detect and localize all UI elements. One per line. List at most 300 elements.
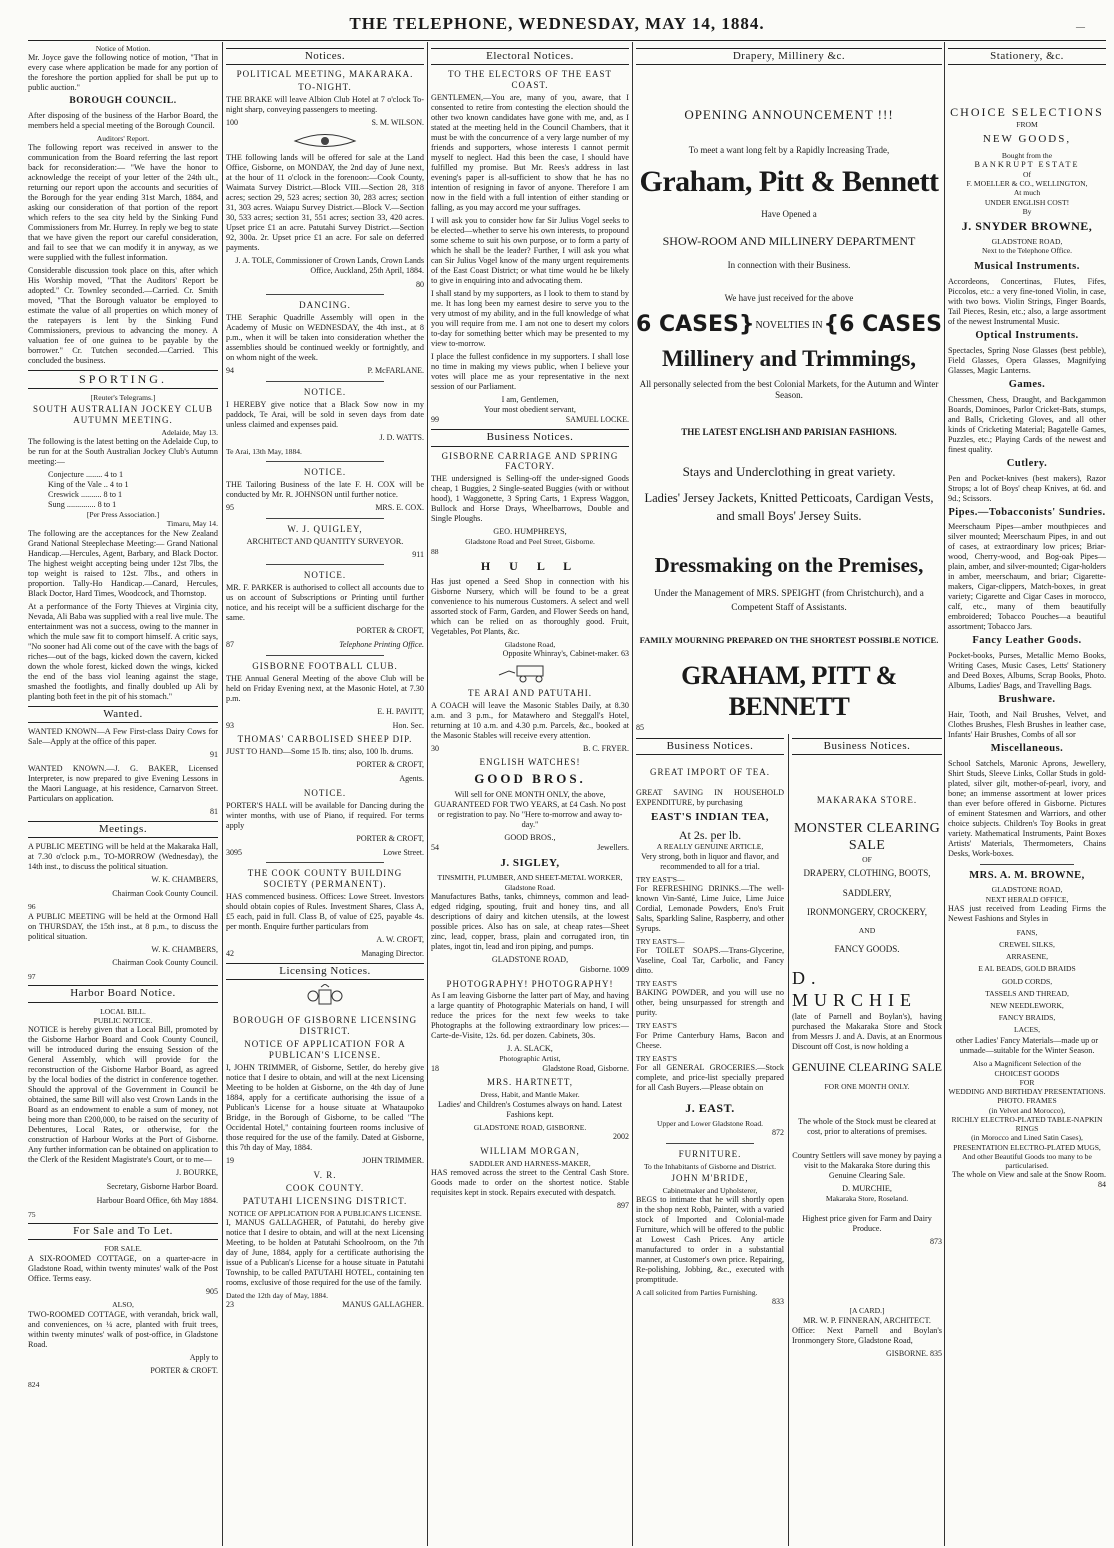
column-2 [226, 44, 424, 1546]
thieves-text: At a performance of the Forty Thieves at Virginia city, Nevada, Ali Baba was supplied with a real live mule. The entertainment was not a success, owing to the manner in which the mule saw fit to comport himself. A critic says, "No sooner had Ali come out of the cave with the bags of riches—out of the bags, kicked down the cavern, kicked down the whole forest, kicked down the wings, kicked the end of the bass viol leaning against the stage, smashed the footlights, and finally doubled up Ali by planting both feet in the pit of his stomach." [28, 601, 218, 701]
browne-item: FANS, [1016, 927, 1038, 937]
dancing-heading: DANCING. [299, 300, 351, 311]
licensing-signature [226, 1156, 424, 1166]
tea-text: GREAT SAVING IN HOUSEHOLD EXPENDITURE, by purchasing [636, 788, 784, 808]
signature: SAMUEL LOCKE. [565, 415, 629, 425]
under-text: UNDER ENGLISH COST! [984, 197, 1070, 207]
cutlery-text: Pen and Pocket-knives (best makers), Razor Strops; a lot of Boys' cheap Knives, at 6d. and 9d.; Scissors. [948, 473, 1106, 503]
motion-text: Mr. Joyce gave the following notice of motion, "That in every case where application be made for any portion of the foreshore the portion applied for shall be put up to public auction." [28, 53, 218, 93]
electoral-text: I place the fullest confidence in my supporters. I shall lose no time in making my views public, when I believe your votes will place me as your representative in the next session of our Parliament. [431, 352, 629, 392]
browne-item: GOLD CORDS, [1001, 976, 1053, 986]
sale-text: A SIX-ROOMED COTTAGE, on a quarter-acre in Gladstone Road, within twenty minutes' walk of the Post Office. Terms easy. [28, 1253, 218, 1283]
building-heading: THE COOK COUNTY BUILDING SOCIETY (PERMANENT). [247, 868, 403, 890]
hartnett-text: Ladies' and Children's Costumes always on hand. Latest Fashions kept. [438, 1099, 622, 1119]
tearai-signature [431, 744, 629, 754]
from-text: FROM [1016, 120, 1038, 130]
patutahi-heading: PATUTAHI LICENSING DISTRICT. [242, 1195, 408, 1206]
licensing-notice: NOTICE OF APPLICATION FOR A PUBLICAN'S LICENSE. [244, 1039, 406, 1061]
signature: MANUS GALLAGHER. [342, 1300, 424, 1310]
signature: Telephone Printing Office. [339, 640, 424, 650]
sale-also: ALSO, [112, 1300, 134, 1310]
pipes-heading: Pipes.—Tobacconists' Sundries. [948, 506, 1106, 518]
browne-electro2: (in Morocco and Lined Satin Cases), [971, 1133, 1083, 1143]
ad-number: 81 [210, 806, 218, 816]
ad-number: 95 [226, 503, 234, 512]
dancing-signature [226, 366, 424, 376]
tearai-heading: TE ARAI AND PATUTAHI. [468, 687, 592, 698]
try-text: For all GENERAL GROCERIES.—Stock complete, and price-list specially prepared for all Cash Buyers.—Please obtain on [636, 1062, 784, 1092]
goodbros-text: Will sell for ONE MONTH ONLY, the above, GUARANTEED FOR TWO YEARS, at £4 Cash. No post or registration to pay. No "Here to-morrow and away to-day." [434, 790, 626, 830]
column-divider [944, 42, 945, 1546]
column-divider [788, 734, 789, 1546]
signature: Jewellers. [597, 843, 629, 853]
firm-name: Graham, Pitt & Bennett [639, 165, 939, 199]
browne-item: FANCY BRAIDS, [998, 1012, 1056, 1022]
ad-number: 19 [226, 1156, 234, 1166]
spacer [436, 44, 437, 45]
murchie-text: (late of Parnell and Boylan's), having purchased the Makaraka Store and Stock from Messrs J. and A. Davis, at an Enormous Discount off Cost, is now holding a [792, 1011, 942, 1051]
ad-number: 833 [772, 1297, 784, 1307]
meeting-signature: Chairman Cook County Council. [112, 958, 218, 968]
jackets-text: Ladies' Jersey Jackets, Knitted Petticoats, Cardigan Vests, and small Boys' Jersey Suits. [644, 491, 934, 523]
bought-text: Bought from the [1001, 150, 1053, 160]
opened-text: Have Opened a [761, 208, 817, 219]
betting-item: Creswick .......... 8 to 1 [48, 490, 123, 500]
try-heading: TRY EAST'S [636, 979, 677, 989]
notice-text: MR. F. PARKER is authorised to collect all accounts due to us on account of Subscriptions or Printing until further notice, and his receipt will be a sufficient discharge for the same. [226, 583, 424, 623]
signature: P. McFARLANE. [367, 366, 424, 376]
try-heading: TRY EAST'S [636, 1053, 677, 1063]
wanted-ad: WANTED KNOWN.—J. G. BAKER, Licensed Interpreter, is now prepared to give Evening Lessons in the Maori Language, at his residence, Carnarvon Street. Particulars on application. [28, 763, 218, 803]
east-address: Upper and Lower Gladstone Road. [656, 1118, 764, 1128]
borough-text: Considerable discussion took place on this, after which His Worship moved, "That the Auditors' Report be adopted." Cr. Townley seconded.—Carried. Cr. Smith moved, "That the Borough valuator be employed to estimate the value of all properties on which money of the ratepayers is lent by the Sinking Fund Commissioners, previous to advancing the money. A valuation fee of one guinea to be payable by the borrower." Cr. Tutchen seconded.—Carried. This concluded the business. [28, 266, 218, 366]
page-mark: — [1076, 22, 1086, 32]
browne-view [948, 1170, 1106, 1190]
mbride-text: BEGS to intimate that he will shortly open in the shop next Robb, Painter, with a varied stock of Imported and Colonial-made Furniture, which will be offered to the public at Lowest Cash Prices. Any article manufactured to order in a substantial manner, at Customer's own price. Repairing, Re-polishing, Jobbing, &c., executed with promptitude. [636, 1194, 784, 1284]
divider [266, 461, 385, 462]
signature: JOHN TRIMMER. [362, 1156, 424, 1166]
millinery-heading: Millinery and Trimmings, [661, 346, 917, 372]
column-3 [431, 44, 629, 1546]
ad-number: 85 [636, 723, 644, 733]
notice-heading: NOTICE. [303, 387, 347, 398]
tearai-text: A COACH will leave the Masonic Stables Daily, at 8.30 a.m. and 3 p.m., for Matawhero and Steggall's Hotel, returning at 10 a.m. and 4.30 p.m. Parcels, &c., booked at the Masonic Stables will receive every attention. [431, 700, 629, 740]
stays-text: Stays and Underclothing in great variety. [682, 464, 896, 480]
auditors-heading: Auditors' Report. [96, 133, 150, 143]
sheep-heading: THOMAS' CARBOLISED SHEEP DIP. [237, 734, 413, 745]
sigley-subheading: TINSMITH, PLUMBER, AND SHEET-METAL WORKER, [437, 873, 623, 883]
games-text: Chessmen, Chess, Draught, and Backgammon Boards, Dominoes, Parlor Cricket-Bats, stumps, and Balls, Cricketing Gloves, and all other kinds of Cricketing Material; Bagatelle Games, Puzzles, etc.; Playing Cards of the newest and finest quality. [948, 394, 1106, 454]
brush-heading: Brushware. [998, 694, 1056, 706]
borough-text: After disposing of the business of the Harbor Board, the members held a special meeting of the Borough Council. [28, 110, 218, 130]
ad-number: 873 [930, 1236, 942, 1246]
signature: Gladstone Road, Gisborne. [542, 1063, 629, 1073]
electoral-text: I will ask you to consider how far Sir Julius Vogel seeks to be elected—whether to serve his own interests, to propound some scheme to suit his own purpose, or to form a party of which he shall be the leader? Further, I will ask you what can Sir Julius Vogel know of the many urgent requirements of the East Coast District; or what time would he be likely to give in enquiring into and advocating them. [431, 216, 629, 286]
furniture-subheading: To the Inhabitants of Gisborne and District. [643, 1161, 777, 1171]
business-heading: Business Notices. [636, 738, 784, 755]
morgan-text: HAS removed across the street to the Central Cash Store. Goods made to order on the shortest notice. Stable requisites kept in stock. Repairs executed with despatch. [431, 1167, 629, 1197]
notice-signature: PORTER & CROFT, [356, 626, 424, 636]
signature: Hon. Sec. [392, 720, 424, 730]
ad-number: 872 [772, 1127, 784, 1137]
masthead-rule [28, 40, 1106, 41]
choice-heading: CHOICE SELECTIONS [950, 105, 1104, 120]
browne-mugs: PRESENTATION ELECTRO-PLATED MUGS, [953, 1142, 1101, 1152]
signature: Gisborne. [579, 964, 611, 974]
musical-text: Accordeons, Concertinas, Flutes, Fifes, Piccolos, etc.: a very fine-toned Violin, in case, with two bows. Violin Strings, Finger Boards, Tail Pieces, Resin, etc.; also, a large assortment of the newest Instrumental Music. [948, 277, 1106, 327]
leather-text: Pocket-books, Purses, Metallic Memo Books, Writing Cases, Music Cases, Letts' Stationery and Deed Boxes, Albums, Scrap Books, Photo. Albums, Ladies' Bags, and Travelling Bags. [948, 651, 1106, 691]
meeting-signature: Chairman Cook County Council. [112, 888, 218, 898]
photo-text: As I am leaving Gisborne the latter part of May, and having a large quantity of Photographic Materials on hand, I will reduce the prices for the next few weeks to take Photographs at the following extraordinary low prices:— Carte-de-Visite, 12s. 6d. per dozen. Cabinets, 30s. [431, 991, 629, 1041]
one-month: FOR ONE MONTH ONLY. [824, 1082, 910, 1092]
harbor-text: NOTICE is hereby given that a Local Bill, promoted by the Gisborne Harbor Board and Cook County Council, will be introduced during the ensuing Session of the General Assembly, which will provide for the reconstruction of the Gisborne Harbor Board, as agreed by the local bodies of the district in conference together. Should the approval of the Government in Council be obtained, the same Bill will also vest Crown Lands in the Board as an endowment to enable a sum of money, not being more than £200,000, to be raised on the security of Debentures, Local Rates, or otherwise, for the construction of Harbour Works at the Port of Gisborne. Any further information can be obtained on application to the Clerk of the Resident Magistrate's Court, or to me— [28, 1025, 218, 1165]
browne-electro: RICHLY ELECTRO-PLATED TABLE-NAPKIN RINGS [951, 1114, 1103, 1133]
dressmaking-heading: Dressmaking on the Premises, [654, 553, 924, 577]
ad-number: 18 [431, 1063, 439, 1073]
browne-item: TASSELS AND THREAD, [985, 988, 1069, 998]
finneran-town [792, 1349, 942, 1359]
ad-number: 88 [431, 546, 439, 556]
ad-number: 80 [416, 279, 424, 289]
licensing-heading: Licensing Notices. [226, 963, 424, 980]
football-signature [226, 721, 424, 731]
monster-sale: MONSTER CLEARING SALE [794, 821, 940, 854]
try-text: For Prime Canterbury Hams, Bacon and Cheese. [636, 1030, 784, 1050]
signature: Opposite Whinray's, Cabinet-maker. [502, 648, 619, 658]
ad-number: 835 [930, 1348, 942, 1358]
sporting-heading: SPORTING. [28, 370, 218, 389]
signature: Lowe Street. [383, 847, 424, 857]
harbor-signature: Secretary, Gisborne Harbor Board. [106, 1182, 218, 1192]
signature: The whole on View and sale at the Snow Room. [951, 1170, 1106, 1180]
browne-text: HAS just received from Leading Firms the Newest Fashions and Styles in [948, 903, 1106, 923]
fashions-text: THE LATEST ENGLISH AND PARISIAN FASHIONS. [681, 427, 897, 438]
column-5b [792, 734, 942, 1546]
sale-text: TWO-ROOMED COTTAGE, with verandah, brick wall, and conveniences, on ¼ acre, planted with fruit trees, within twenty minutes' walk of post-office, in Gladstone Road. [28, 1309, 218, 1349]
cases-right: {6 CASES [823, 312, 942, 338]
notice-text: I HEREBY give notice that a Black Sow now in my paddock, Te Arai, will be sold in seven days from date unless claimed and expenses paid. [226, 400, 424, 430]
hartnett-signature: GLADSTONE ROAD, GISBORNE. [473, 1122, 587, 1132]
timaru-dateline: Timaru, May 14. [166, 519, 218, 529]
divider [266, 294, 385, 295]
browne-item: CREWEL SILKS, [999, 940, 1055, 950]
political-heading: POLITICAL MEETING, MAKARAKA. [236, 69, 414, 80]
browne-heading: MRS. A. M. BROWNE, [969, 869, 1085, 881]
business-heading: Business Notices. [792, 738, 942, 755]
tea-title: EAST'S INDIAN TEA, [651, 811, 769, 824]
harbor-signature: Harbour Board Office, 6th May 1884. [96, 1195, 218, 1205]
hartnett-heading: MRS. HARTNETT, [486, 1077, 574, 1088]
political-subheading: TO-NIGHT. [298, 82, 352, 93]
harbor-heading: Harbor Board Notice. [28, 985, 218, 1002]
jockey-text: The following is the latest betting on the Adelaide Cup, to be run for at the South Australian Jockey Club's Autumn meeting:— [28, 437, 218, 467]
electors-heading: TO THE ELECTORS OF THE EAST COAST. [447, 69, 613, 91]
ad-number: 911 [412, 549, 424, 559]
licensing-text: I, JOHN TRIMMER, of Gisborne, Settler, do hereby give notice that I desire to obtain, and will at the next Licensing Meeting to be holden at Gisborne, on the 4th day of June 1884, apply for a certificate authorising the issue of a Publican's License for a house situate at Whataupoko Bridge, in the Borough of Gisborne, to be called "The Occidental Hotel," containing fourteen rooms inclusive of those required for the use of the family. Dated at Gisborne, this 7th day of May, 1884. [226, 1063, 424, 1153]
quigley-text: ARCHITECT AND QUANTITY SURVEYOR. [246, 536, 404, 546]
ad-number: 897 [617, 1200, 629, 1210]
divider [980, 864, 1075, 865]
ad-number: 99 [431, 415, 439, 425]
selected-text: All personally selected from the best Colonial Markets, for the Autumn and Winter Season. [639, 379, 939, 401]
goods-item: IRONMONGERY, CROCKERY, [807, 907, 927, 918]
hull-signature [431, 649, 629, 659]
browne-items [948, 927, 1106, 1036]
settlers-text: Country Settlers will save money by paying a visit to the Makaraka Store during this Genuine Clearing Sale. [792, 1151, 942, 1181]
browne-beautiful: And other Beautiful Goods too many to be particularised. [962, 1151, 1092, 1170]
electoral-closing: Your most obedient servant, [484, 405, 576, 415]
cases-left: 6 CASES} [636, 312, 755, 338]
want-text: To meet a want long felt by a Rapidly Increasing Trade, [688, 145, 890, 156]
tea-price: At 2s. per lb. [678, 827, 742, 842]
try-text: For TOILET SOAPS.—Trans-Glycerine, Vaseline, Coal Tar, Carbolic, and Fancy ditto. [636, 946, 784, 976]
signature: MRS. E. COX. [375, 503, 424, 512]
ad-number: 42 [226, 949, 234, 959]
coat-of-arms-icon [226, 984, 424, 1013]
column-1 [28, 44, 218, 1546]
goods-item: DRAPERY, CLOTHING, BOOTS, [803, 867, 931, 878]
ad-number: 1009 [613, 964, 629, 974]
ad-number: 63 [621, 648, 629, 658]
patutahi-text: I, MANUS GALLAGHER, of Patutahi, do hereby give notice that I desire to obtain, and will at the next Licensing Meeting, to be holden at Patutahi Schoolroom, on the 7th day of June, 1884, apply for a certificate authorising the issue of a Publican's License for a house situate in Patutahi Township, to be called PATUTAHI HOTEL, containing ten rooms, exclusive of those required for the use of the family. [226, 1217, 424, 1287]
notice-signature: J. D. WATTS. [379, 433, 424, 443]
ad-number: 97 [28, 972, 36, 982]
meeting-signature: W. K. CHAMBERS, [151, 874, 218, 884]
notice-signature [226, 848, 424, 858]
sheep-signature: Agents. [399, 774, 424, 784]
mbride-heading: JOHN M'BRIDE, [671, 1172, 749, 1183]
of-text: OF [862, 854, 872, 864]
try-heading: TRY EAST'S [636, 1021, 677, 1031]
column-5a [636, 734, 784, 1546]
snyder-address: GLADSTONE ROAD, [991, 236, 1063, 246]
ad-number: 30 [431, 743, 439, 753]
wanted-heading: Wanted. [28, 706, 218, 723]
opening-announcement: OPENING ANNOUNCEMENT !!! [684, 107, 894, 123]
meeting-signature: W. K. CHAMBERS, [151, 944, 218, 954]
bankrupt-text: BANKRUPT ESTATE [974, 159, 1080, 169]
sigley-signature: GLADSTONE ROAD, [491, 954, 569, 964]
ad-number: 905 [206, 1286, 218, 1296]
try-heading: TRY EAST'S— [636, 936, 685, 946]
timaru-text: The following are the acceptances for the New Zealand Grand National Steeplechase Meeting:— Grand National Handicap.—Hercules, Agent, Barbary, and Black Doctor. The highest weight accepting being under 12st 7lbs, the top weight is raised to 12st. 7lbs., and others in proportion. Tally-Ho Handicap.—Canard, Hercules, Black Doctor, Hard Times, Woodcock, and Thornstop. [28, 528, 218, 598]
tea-heading: GREAT IMPORT OF TEA. [650, 767, 770, 778]
new-goods: NEW GOODS, [982, 133, 1072, 146]
notice-heading: NOTICE. [303, 570, 347, 581]
sale-heading: For Sale and To Let. [28, 1223, 218, 1240]
column-divider [427, 42, 428, 1546]
wanted-ad: WANTED KNOWN—A Few First-class Dairy Cows for Sale—Apply at the office of this paper. [28, 727, 218, 747]
misc-text: School Satchels, Maronic Aprons, Jewellery, Shirt Studs, Sleeve Links, Collar Studs in gold-plated, silver gilt, mother-of-pearl, ivory, and bone; an immense assortment at lower prices than ever before offered in Gisborne. Pictures of eminent Statesmen and Warriors, and other choice subjects. Children's Toy Books in great variety. Mathematical Instruments, Paint Boxes Artists' Materials, Thermometers, Chains Desks, Work-boxes. [948, 758, 1106, 858]
hull-heading: H U L L [480, 558, 580, 573]
football-heading: GISBORNE FOOTBALL CLUB. [252, 660, 398, 671]
notice-text: THE Tailoring Business of the late F. H. COX will be conducted by Mr. R. JOHNSON until further notice. [226, 480, 424, 499]
much-text: At much [1013, 188, 1041, 198]
football-signature: E. H. PAVITT, [377, 706, 424, 716]
murchie-heading: D. MURCHIE [792, 967, 918, 1010]
notice-heading: NOTICE. [303, 467, 347, 478]
east-signature: J. EAST. [685, 1100, 735, 1115]
ad-number: 824 [28, 1380, 40, 1390]
hull-signature: Gladstone Road, [504, 639, 556, 649]
graham-ad [636, 44, 942, 734]
notice-text: PORTER'S HALL will be available for Dancing during the winter months, with use of Piano, if required. For terms apply [226, 800, 424, 830]
morgan-subheading: SADDLER AND HARNESS-MAKER, [469, 1158, 591, 1168]
murchie-signature: Makaraka Store, Roseland. [825, 1194, 909, 1204]
showroom-text: SHOW-ROOM AND MILLINERY DEPARTMENT [662, 233, 916, 248]
watches-heading: ENGLISH WATCHES! [479, 757, 581, 768]
hartnett-subheading: Dress, Habit, and Mantle Maker. [480, 1090, 580, 1100]
ad-number: 84 [1098, 1180, 1106, 1189]
brush-text: Hair, Tooth, and Nail Brushes, Velvet, and Clothes Brushes, Flesh Brushes in leather case, Infants' Hair Brushes, Combs of all sor [948, 709, 1106, 739]
political-signature [226, 118, 424, 128]
of-text: Of [1022, 169, 1031, 179]
by-text: By [1022, 206, 1032, 216]
signature: S. M. WILSON. [371, 118, 424, 128]
photo-signature: Photographic Artist, [499, 1054, 561, 1064]
browne-choicest: CHOICEST GOODS [994, 1068, 1060, 1078]
motion-heading: Notice of Motion. [95, 44, 151, 53]
harbor-subheading: LOCAL BILL. [100, 1006, 146, 1016]
signature: Managing Director. [361, 949, 424, 959]
cases-row [636, 312, 942, 339]
leather-heading: Fancy Leather Goods. [972, 635, 1082, 647]
browne-also: Also a Magnificent Selection of the [972, 1059, 1082, 1069]
electoral-text: I shall stand by my supporters, as I look to them to stand by me. It has long been my earnest desire to serve you to the very utmost of my ability, and in the full knowledge of what you will require from me. I am not one to desert my colors to-day for something better which may be presented to my view to-morrow. [431, 289, 629, 349]
mbride-call: A call solicited from Parties Furnishing. [636, 1287, 758, 1297]
sigley-signature [431, 965, 629, 975]
divider [266, 655, 385, 656]
betting-list [48, 470, 218, 510]
photo-signature: J. A. SLACK, [507, 1044, 553, 1054]
carriage-signature: GEO. HUMPHREYS, [493, 527, 567, 537]
notice-signature [226, 640, 424, 650]
carriage-signature: Gladstone Road and Peel Street, Gisborne. [465, 537, 595, 547]
goodbros-signature [431, 843, 629, 853]
stationery-heading: Stationery, &c. [948, 48, 1106, 65]
connection-text: In connection with their Business. [727, 260, 851, 271]
reuter-credit: [Reuter's Telegrams.] [90, 392, 156, 402]
masthead [0, 14, 1114, 34]
dancing-text: THE Seraphic Quadrille Assembly will open in the Academy of Music on WEDNESDAY, the 4th inst., at 8 p.m., when it will be taken into consideration whether the assemblies should be continued weekly or fortnightly, and on whom night of the week. [226, 313, 424, 363]
political-text: THE BRAKE will leave Albion Club Hotel at 7 o'clock To-night sharp, conveying passengers to meeting. [226, 95, 424, 115]
goods-item: FANCY GOODS. [834, 943, 900, 954]
browne-address: GLADSTONE ROAD, [991, 885, 1063, 895]
browne-for: FOR [1019, 1077, 1035, 1087]
jockey-heading: SOUTH AUSTRALIAN JOCKEY CLUB AUTUMN MEETING. [33, 403, 213, 425]
electoral-closing: I am, Gentlemen, [501, 395, 559, 405]
cook-county: COOK COUNTY. [285, 1182, 365, 1193]
morgan-heading: WILLIAM MORGAN, [480, 1145, 580, 1156]
borough-heading: BOROUGH COUNCIL. [69, 96, 177, 107]
tea-desc: Very strong, both in liquor and flavor, and recommended to all for a trial. [641, 851, 779, 871]
browne-frames2: (in Velvet and Morocco), [988, 1105, 1066, 1115]
received-text: We have just received for the above [724, 293, 854, 304]
store-name: MAKARAKA STORE. [816, 795, 918, 806]
masthead-title: THE TELEPHONE, WEDNESDAY, MAY 14, 1884. [349, 14, 765, 33]
electoral-signature [431, 415, 629, 425]
management-text: Under the Management of MRS. SPEIGHT (from Christchurch), and a Competent Staff of Assistants. [654, 588, 924, 613]
football-text: THE Annual General Meeting of the above Club will be held on Friday Evening next, at the Masonic Hotel, at 7.30 p.m. [226, 673, 424, 703]
browne-item: ARRASENE, [1006, 952, 1048, 962]
patutahi-date: Dated the 12th day of May, 1884. [226, 1290, 328, 1300]
card-label: [A CARD.] [849, 1306, 885, 1316]
ad-number: 87 [226, 640, 234, 650]
building-signature: A. W. CROFT, [376, 935, 424, 945]
meetings-heading: Meetings. [28, 821, 218, 838]
divider [266, 862, 385, 863]
furniture-heading: FURNITURE. [678, 1148, 742, 1159]
carriage-text: THE undersigned is Selling-off the under-signed Goods cheap, 1 Buggies, 2 Single-seated Buggies (with or without hood), 1 Waggonette, 3 Spring Carts, 1 Express Waggon, Bullock and Horse Drays, Wheelbarrows, Double and Single Ploughs. [431, 474, 629, 524]
photo-signature [431, 1064, 629, 1074]
divider [266, 518, 385, 519]
sale-signature: PORTER & CROFT. [150, 1366, 218, 1376]
sigley-heading: J. SIGLEY, [500, 856, 560, 869]
try-text: BAKING POWDER, and you will use no other, being unsurpassed for strength and purity. [636, 988, 784, 1018]
browne-next: NEXT HERALD OFFICE, [985, 894, 1069, 904]
meeting-ad: A PUBLIC MEETING will be held at the Ormond Hall on THURSDAY, the 15th inst., at 8 p.m., to discuss the political situation. [28, 911, 218, 941]
patutahi-signature [226, 1300, 424, 1310]
ad-number: 23 [226, 1300, 234, 1310]
moeller-text: F. MOELLER & CO., WELLINGTON, [966, 179, 1088, 189]
novelties-text: NOVELTIES IN [755, 319, 823, 331]
goods-item: AND [858, 926, 876, 936]
building-text: HAS commenced business. Offices: Lowe Street. Investors should obtain copies of Rules. Investment Shares, Class A, £5 each, paid in full. Class B, of value of £25, payable 4s. per month. Enquire further particulars from [226, 892, 424, 932]
column-divider [222, 42, 223, 1546]
goods-item: SADDLERY, [842, 887, 892, 898]
press-credit: [Per Press Association.] [86, 510, 160, 520]
goodbros-heading: GOOD BROS. [474, 771, 586, 787]
tea-genuine: A REALLY GENUINE ARTICLE, [656, 842, 764, 852]
betting-item: King of the Vale .. 4 to 1 [48, 480, 129, 490]
browne-frames: PHOTO. FRAMES [997, 1096, 1057, 1106]
borough-text: The following report was received in answer to the communication from the Board referring the last report back for reconsideration:— "We have the honor to acknowledge the receipt of your letter of the 24th ult., returning our report upon the accounts and securities of the Borough for the year ending 31st March, 1884, and asking our consideration of that portion of the report which refers to the sea city held by the Sinking Fund Commissioners from Mr. Hurrey. In reply we beg to state that we have given the report our careful consideration, and fail to see that we can modify it in anyway, as we were supplied with the fullest information. [28, 143, 218, 263]
notice-heading: NOTICE. [303, 787, 347, 798]
notices-heading: Notices. [226, 48, 424, 65]
snyder-next: Next to the Telephone Office. [981, 246, 1073, 256]
column-6 [948, 44, 1106, 1546]
signature: B. C. FRYER. [582, 743, 629, 753]
optical-heading: Optical Instruments. [975, 330, 1079, 342]
divider [266, 381, 385, 382]
genuine-sale: GENUINE CLEARING SALE [792, 1059, 942, 1074]
carriage-heading: GISBORNE CARRIAGE AND SPRING FACTORY. [441, 450, 619, 472]
photo-heading: PHOTOGRAPHY! PHOTOGRAPHY! [446, 978, 614, 989]
browne-item: NEW NEEDLEWORK, [990, 1000, 1064, 1010]
quigley-name: W. J. QUIGLEY, [287, 523, 363, 534]
browne-item: E AL BEADS, GOLD BRAIDS [978, 964, 1076, 974]
browne-item: LACES, [1014, 1025, 1040, 1035]
produce-text: Highest price given for Farm and Dairy Produce. [802, 1213, 932, 1233]
mourning-text: FAMILY MOURNING PREPARED ON THE SHORTEST POSSIBLE NOTICE. [639, 635, 939, 646]
crest-icon [226, 132, 424, 153]
firm-name-footer: GRAHAM, PITT & BENNETT [681, 660, 897, 722]
musical-heading: Musical Instruments. [974, 261, 1080, 273]
ad-number: 54 [431, 843, 439, 853]
electoral-heading: Electoral Notices. [431, 48, 629, 65]
licensing-district: BOROUGH OF GISBORNE LICENSING DISTRICT. [232, 1015, 418, 1037]
sigley-address: Gladstone Road. [504, 882, 556, 892]
notice-signature: PORTER & CROFT, [356, 833, 424, 843]
coach-icon [431, 663, 629, 686]
finneran-heading: MR. W. P. FINNERAN, ARCHITECT. [803, 1315, 931, 1325]
try-heading: TRY EAST'S— [636, 874, 685, 884]
notice-date: Te Arai, 13th May, 1884. [226, 446, 302, 456]
divider [266, 564, 385, 565]
sigley-text: Manufactures Baths, tanks, chimneys, common and lead-edged ridging, spouting, fruit and honey tins, and all descriptions of dairy and kitchen utensils, at the lowest possible prices. Also has on sale, at cheap rates—Sheet zinc, lead, copper, brass, plain and corrugated iron, tin plates, ingot tin, lead and iron piping, and pumps. [431, 891, 629, 951]
vr-crest: V. R. [313, 1169, 337, 1180]
building-signature [226, 949, 424, 959]
